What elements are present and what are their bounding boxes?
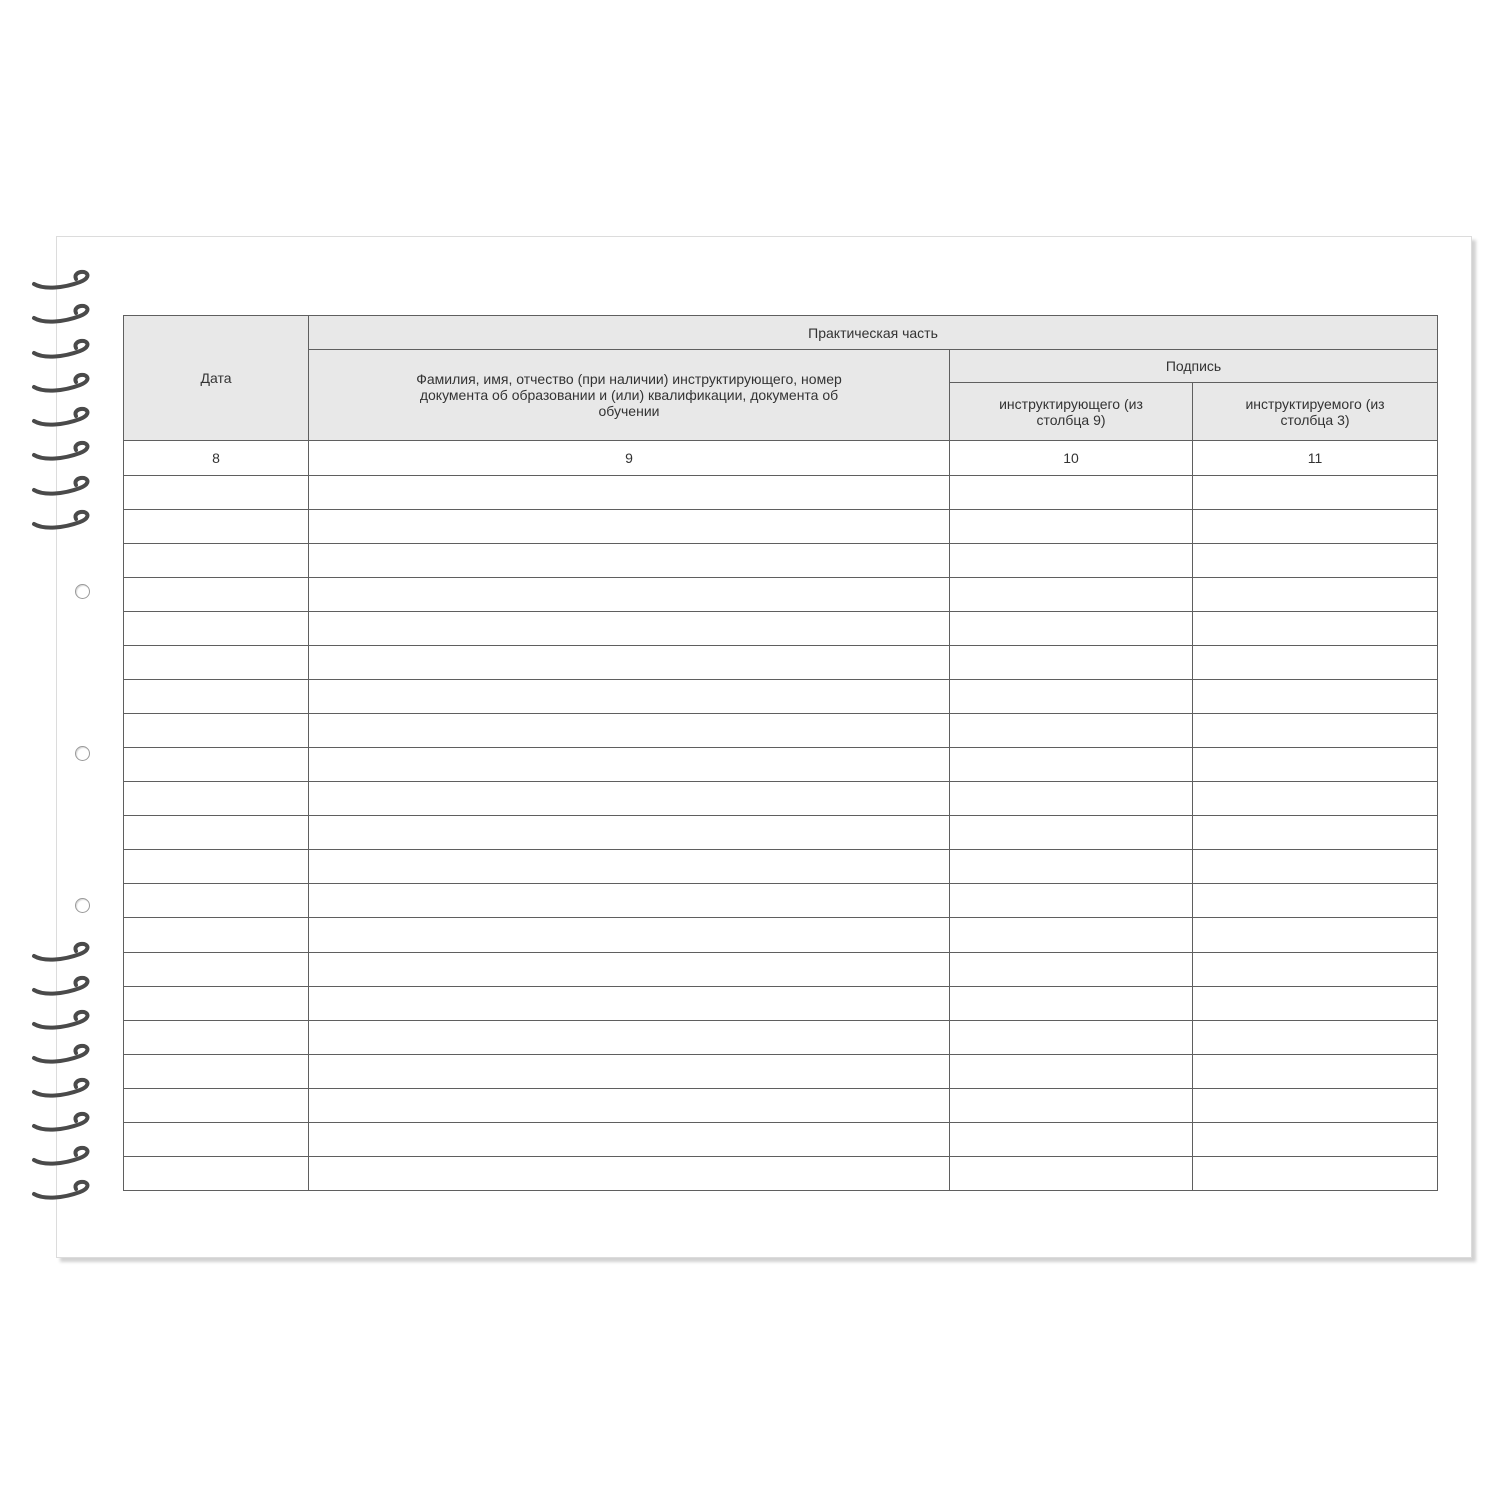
table-cell	[950, 816, 1193, 850]
table-cell	[309, 748, 950, 782]
table-cell	[309, 646, 950, 680]
table-cell	[309, 1122, 950, 1156]
table-row	[124, 646, 1438, 680]
table-cell	[1193, 986, 1438, 1020]
table-cell	[1193, 952, 1438, 986]
table-row	[124, 1156, 1438, 1190]
table-cell	[1193, 1088, 1438, 1122]
table-cell	[1193, 510, 1438, 544]
table-cell	[124, 646, 309, 680]
table-cell	[309, 714, 950, 748]
table-cell	[1193, 816, 1438, 850]
table-cell	[309, 680, 950, 714]
table-cell	[1193, 544, 1438, 578]
column-number: 8	[124, 441, 309, 476]
table-row	[124, 578, 1438, 612]
table-cell	[124, 1088, 309, 1122]
table-cell	[1193, 748, 1438, 782]
table-cell	[950, 1020, 1193, 1054]
spiral-coil-icon	[30, 1110, 92, 1134]
table-cell	[309, 816, 950, 850]
table-row	[124, 1122, 1438, 1156]
table-cell	[309, 510, 950, 544]
spiral-coil-icon	[30, 1178, 92, 1202]
column-number-row	[124, 441, 1438, 476]
spiral-coil-icon	[30, 1076, 92, 1100]
table-cell	[1193, 646, 1438, 680]
table-row	[124, 986, 1438, 1020]
table-cell	[309, 1020, 950, 1054]
spiral-coil-icon	[30, 1042, 92, 1066]
table-cell	[309, 1156, 950, 1190]
table-cell	[309, 782, 950, 816]
spiral-coil-icon	[30, 940, 92, 964]
table-cell	[1193, 850, 1438, 884]
column-number: 9	[309, 441, 950, 476]
spiral-coil-icon	[30, 974, 92, 998]
table-cell	[309, 850, 950, 884]
table-cell	[124, 612, 309, 646]
table-cell	[950, 986, 1193, 1020]
table-row	[124, 884, 1438, 918]
table-cell	[124, 510, 309, 544]
table-cell	[950, 612, 1193, 646]
table-cell	[124, 952, 309, 986]
table-row	[124, 1020, 1438, 1054]
table-cell	[124, 544, 309, 578]
table-cell	[309, 1054, 950, 1088]
table-cell	[124, 850, 309, 884]
table-cell	[124, 1156, 309, 1190]
table-cell	[309, 884, 950, 918]
table-cell	[1193, 918, 1438, 952]
table-cell	[1193, 1156, 1438, 1190]
table-cell	[124, 714, 309, 748]
table-cell	[124, 476, 309, 510]
table-cell	[950, 918, 1193, 952]
table-cell	[950, 714, 1193, 748]
spiral-coil-icon	[30, 337, 92, 361]
table-cell	[309, 544, 950, 578]
table-cell	[950, 646, 1193, 680]
table-cell	[124, 884, 309, 918]
header-signature-instructor: инструктирующего (из столбца 9)	[950, 383, 1193, 441]
table-cell	[124, 578, 309, 612]
table-row	[124, 850, 1438, 884]
table-cell	[124, 918, 309, 952]
header-signature-instructed: инструктируемого (из столбца 3)	[1193, 383, 1438, 441]
spiral-coil-icon	[30, 302, 92, 326]
table-cell	[124, 1020, 309, 1054]
table-cell	[1193, 476, 1438, 510]
table-row	[124, 1088, 1438, 1122]
table-row	[124, 1054, 1438, 1088]
table-cell	[124, 1054, 309, 1088]
table-row	[124, 782, 1438, 816]
table-row	[124, 510, 1438, 544]
table-cell	[309, 986, 950, 1020]
table-cell	[950, 1054, 1193, 1088]
table-cell	[950, 748, 1193, 782]
table-cell	[1193, 714, 1438, 748]
table-cell	[1193, 680, 1438, 714]
header-instructor-details: Фамилия, имя, отчество (при наличии) инструктирующего, номер документа об образовании и (или) квалификации, документа об обучении	[309, 350, 950, 441]
spiral-coil-icon	[30, 405, 92, 429]
spiral-coil-icon	[30, 474, 92, 498]
header-date: Дата	[124, 316, 309, 441]
table-cell	[124, 816, 309, 850]
table-cell	[950, 884, 1193, 918]
table-cell	[950, 1122, 1193, 1156]
table-cell	[309, 918, 950, 952]
table-cell	[950, 510, 1193, 544]
table-cell	[950, 544, 1193, 578]
header-practical-part: Практическая часть	[309, 316, 1438, 350]
table-cell	[309, 476, 950, 510]
punch-hole-icon	[75, 746, 90, 761]
table-cell	[1193, 578, 1438, 612]
column-number: 10	[950, 441, 1193, 476]
table-cell	[1193, 1054, 1438, 1088]
punch-hole-icon	[75, 584, 90, 599]
table-cell	[1193, 782, 1438, 816]
table-row	[124, 918, 1438, 952]
table-cell	[124, 680, 309, 714]
table-cell	[950, 1088, 1193, 1122]
table-cell	[124, 1122, 309, 1156]
table-cell	[309, 612, 950, 646]
table-cell	[124, 986, 309, 1020]
table-cell	[950, 782, 1193, 816]
spiral-coil-icon	[30, 508, 92, 532]
table-row	[124, 612, 1438, 646]
spiral-coil-icon	[30, 268, 92, 292]
table-cell	[309, 952, 950, 986]
table-cell	[950, 1156, 1193, 1190]
spiral-coil-icon	[30, 1144, 92, 1168]
table-row	[124, 748, 1438, 782]
spiral-coil-icon	[30, 439, 92, 463]
column-number: 11	[1193, 441, 1438, 476]
table-cell	[124, 748, 309, 782]
header-signature: Подпись	[950, 350, 1438, 383]
spiral-coil-icon	[30, 1008, 92, 1032]
table-cell	[309, 1088, 950, 1122]
table-cell	[950, 680, 1193, 714]
table-row	[124, 680, 1438, 714]
table-row	[124, 476, 1438, 510]
table-cell	[950, 952, 1193, 986]
table-cell	[950, 578, 1193, 612]
table-row	[124, 714, 1438, 748]
table-cell	[309, 578, 950, 612]
table-cell	[950, 476, 1193, 510]
table-cell	[1193, 884, 1438, 918]
table-row	[124, 952, 1438, 986]
table-row	[124, 544, 1438, 578]
spiral-coil-icon	[30, 371, 92, 395]
table-cell	[1193, 1020, 1438, 1054]
punch-hole-icon	[75, 898, 90, 913]
table-cell	[1193, 1122, 1438, 1156]
table-row	[124, 816, 1438, 850]
journal-table	[123, 315, 1438, 1191]
table-cell	[950, 850, 1193, 884]
table-cell	[124, 782, 309, 816]
table-cell	[1193, 612, 1438, 646]
